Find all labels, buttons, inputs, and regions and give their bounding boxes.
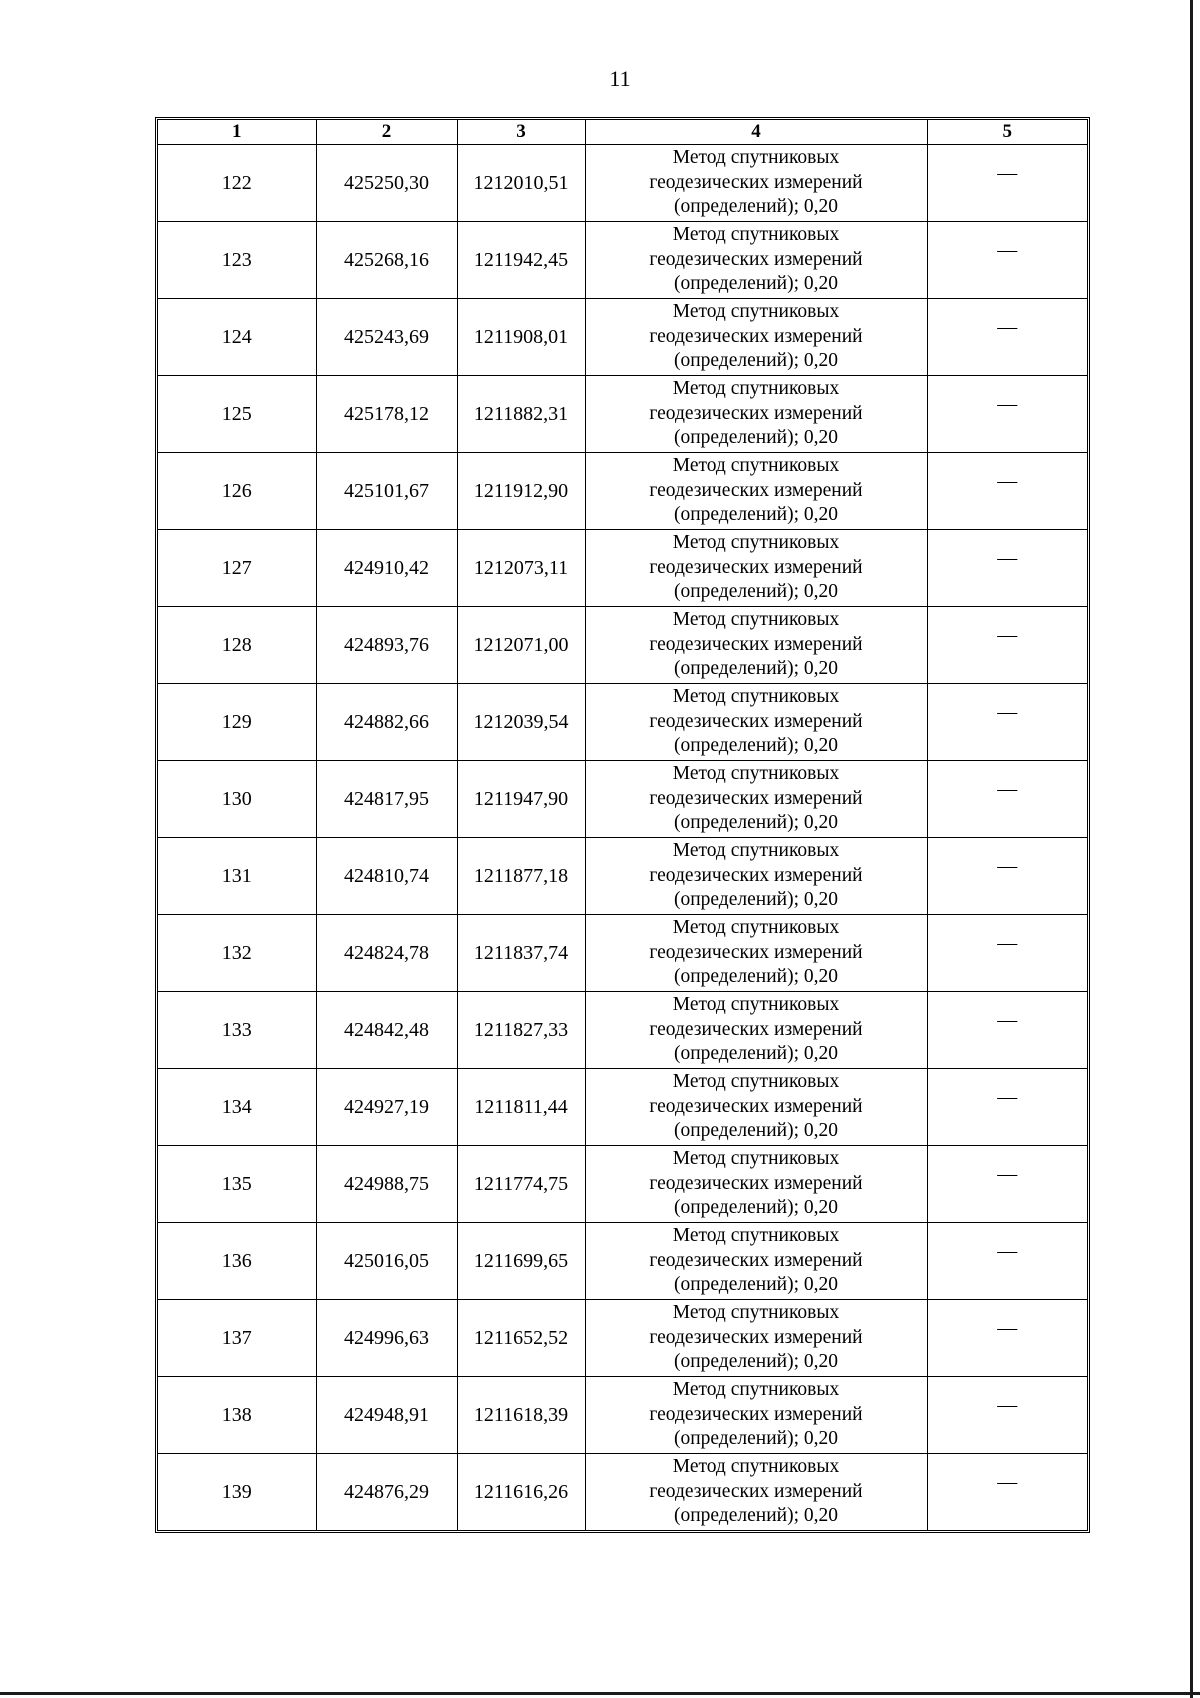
method-line: Метод спутниковых: [672, 1225, 840, 1247]
method-line: геодезических измерений: [649, 633, 863, 655]
x-coordinate-cell: 424996,63: [316, 1300, 457, 1377]
table-row: [158, 684, 1087, 761]
column-header-1: 1: [158, 120, 316, 145]
method-line: Метод спутниковых: [672, 224, 840, 246]
y-coordinate-cell: 1212071,00: [457, 607, 585, 684]
dash-mark: —: [997, 931, 1018, 954]
column-header-3: 3: [457, 120, 585, 145]
point-number-cell: 122: [158, 145, 316, 222]
table-row: [158, 453, 1087, 530]
method-line: геодезических измерений: [649, 1095, 863, 1117]
dash-mark: —: [997, 1316, 1018, 1339]
method-line: геодезических измерений: [649, 248, 863, 270]
note-cell: [927, 530, 1087, 607]
method-line: геодезических измерений: [649, 325, 863, 347]
point-number-cell: 125: [158, 376, 316, 453]
y-coordinate-cell: 1211774,75: [457, 1146, 585, 1223]
method-line: геодезических измерений: [649, 1018, 863, 1040]
y-coordinate-cell: 1211616,26: [457, 1454, 585, 1531]
page-edge-bottom: [0, 1692, 1200, 1695]
table-row: [158, 1377, 1087, 1454]
table-row: [158, 145, 1087, 222]
method-line: Метод спутниковых: [672, 1456, 840, 1478]
method-line: (определений); 0,20: [673, 350, 838, 372]
method-line: (определений); 0,20: [673, 1043, 838, 1065]
method-cell: [585, 376, 927, 453]
note-cell: [927, 992, 1087, 1069]
point-number-cell: 134: [158, 1069, 316, 1146]
method-line: (определений); 0,20: [673, 735, 838, 757]
point-number-cell: 135: [158, 1146, 316, 1223]
y-coordinate-cell: 1211877,18: [457, 838, 585, 915]
page-number: 11: [609, 66, 631, 91]
table-row: [158, 992, 1087, 1069]
x-coordinate-cell: 424948,91: [316, 1377, 457, 1454]
dash-mark: —: [997, 623, 1018, 646]
dash-mark: —: [997, 546, 1018, 569]
method-line: (определений); 0,20: [673, 1274, 838, 1296]
x-coordinate-cell: 425016,05: [316, 1223, 457, 1300]
x-coordinate-cell: 424927,19: [316, 1069, 457, 1146]
table-row: [158, 530, 1087, 607]
note-cell: [927, 1146, 1087, 1223]
dash-mark: —: [997, 1008, 1018, 1031]
method-line: Метод спутниковых: [672, 609, 840, 631]
method-line: (определений); 0,20: [673, 1351, 838, 1373]
dash-mark: —: [997, 1085, 1018, 1108]
method-line: геодезических измерений: [649, 1172, 863, 1194]
note-cell: [927, 1454, 1087, 1531]
method-line: Метод спутниковых: [672, 763, 840, 785]
note-cell: [927, 607, 1087, 684]
method-cell: [585, 453, 927, 530]
x-coordinate-cell: 424817,95: [316, 761, 457, 838]
dash-mark: —: [997, 777, 1018, 800]
note-cell: [927, 1300, 1087, 1377]
note-cell: [927, 1069, 1087, 1146]
point-number-cell: 124: [158, 299, 316, 376]
point-number-cell: 139: [158, 1454, 316, 1531]
table-row: [158, 299, 1087, 376]
table-row: [158, 838, 1087, 915]
y-coordinate-cell: 1211652,52: [457, 1300, 585, 1377]
dash-mark: —: [997, 1239, 1018, 1262]
x-coordinate-cell: 424842,48: [316, 992, 457, 1069]
point-number-cell: 130: [158, 761, 316, 838]
table-row: [158, 1146, 1087, 1223]
table-row: [158, 761, 1087, 838]
x-coordinate-cell: 424988,75: [316, 1146, 457, 1223]
table-row: [158, 1223, 1087, 1300]
coordinates-table: [158, 120, 1087, 1530]
note-cell: [927, 145, 1087, 222]
note-cell: [927, 222, 1087, 299]
y-coordinate-cell: 1211947,90: [457, 761, 585, 838]
point-number-cell: 132: [158, 915, 316, 992]
dash-mark: —: [997, 1162, 1018, 1185]
note-cell: [927, 1377, 1087, 1454]
method-line: геодезических измерений: [649, 1326, 863, 1348]
coordinates-table-frame: [155, 117, 1090, 1533]
y-coordinate-cell: 1212073,11: [457, 530, 585, 607]
method-line: Метод спутниковых: [672, 147, 840, 169]
note-cell: [927, 376, 1087, 453]
dash-mark: —: [997, 392, 1018, 415]
table-row: [158, 607, 1087, 684]
y-coordinate-cell: 1211882,31: [457, 376, 585, 453]
y-coordinate-cell: 1211912,90: [457, 453, 585, 530]
column-header-4: 4: [585, 120, 927, 145]
y-coordinate-cell: 1211811,44: [457, 1069, 585, 1146]
y-coordinate-cell: 1211699,65: [457, 1223, 585, 1300]
y-coordinate-cell: 1211942,45: [457, 222, 585, 299]
page-edge-right: [1190, 0, 1193, 1698]
method-line: Метод спутниковых: [672, 1071, 840, 1093]
x-coordinate-cell: 424910,42: [316, 530, 457, 607]
note-cell: [927, 684, 1087, 761]
method-cell: [585, 1069, 927, 1146]
method-cell: [585, 145, 927, 222]
y-coordinate-cell: 1211827,33: [457, 992, 585, 1069]
x-coordinate-cell: 425101,67: [316, 453, 457, 530]
point-number-cell: 126: [158, 453, 316, 530]
table-row: [158, 1454, 1087, 1531]
method-cell: [585, 915, 927, 992]
method-line: (определений); 0,20: [673, 1197, 838, 1219]
x-coordinate-cell: 424824,78: [316, 915, 457, 992]
method-cell: [585, 222, 927, 299]
method-cell: [585, 1146, 927, 1223]
method-line: (определений); 0,20: [673, 196, 838, 218]
method-cell: [585, 607, 927, 684]
method-line: Метод спутниковых: [672, 1148, 840, 1170]
method-line: геодезических измерений: [649, 710, 863, 732]
method-line: (определений); 0,20: [673, 1120, 838, 1142]
table-row: [158, 915, 1087, 992]
point-number-cell: 129: [158, 684, 316, 761]
table-row: [158, 222, 1087, 299]
y-coordinate-cell: 1211618,39: [457, 1377, 585, 1454]
method-line: Метод спутниковых: [672, 686, 840, 708]
method-cell: [585, 1223, 927, 1300]
note-cell: [927, 838, 1087, 915]
method-cell: [585, 838, 927, 915]
method-cell: [585, 992, 927, 1069]
dash-mark: —: [997, 854, 1018, 877]
x-coordinate-cell: 425178,12: [316, 376, 457, 453]
method-line: (определений); 0,20: [673, 581, 838, 603]
method-line: геодезических измерений: [649, 171, 863, 193]
method-line: Метод спутниковых: [672, 994, 840, 1016]
table-body: [158, 145, 1087, 1531]
method-line: геодезических измерений: [649, 787, 863, 809]
method-line: (определений); 0,20: [673, 812, 838, 834]
method-line: геодезических измерений: [649, 1480, 863, 1502]
method-cell: [585, 1300, 927, 1377]
method-line: геодезических измерений: [649, 941, 863, 963]
point-number-cell: 128: [158, 607, 316, 684]
method-cell: [585, 1377, 927, 1454]
note-cell: [927, 915, 1087, 992]
note-cell: [927, 761, 1087, 838]
table-row: [158, 376, 1087, 453]
method-line: (определений); 0,20: [673, 273, 838, 295]
method-line: Метод спутниковых: [672, 378, 840, 400]
method-line: (определений); 0,20: [673, 658, 838, 680]
method-line: (определений); 0,20: [673, 1428, 838, 1450]
dash-mark: —: [997, 315, 1018, 338]
point-number-cell: 131: [158, 838, 316, 915]
column-header-5: 5: [927, 120, 1087, 145]
method-line: Метод спутниковых: [672, 917, 840, 939]
method-line: геодезических измерений: [649, 1249, 863, 1271]
method-line: геодезических измерений: [649, 556, 863, 578]
note-cell: [927, 1223, 1087, 1300]
point-number-cell: 133: [158, 992, 316, 1069]
y-coordinate-cell: 1211908,01: [457, 299, 585, 376]
method-line: Метод спутниковых: [672, 301, 840, 323]
method-cell: [585, 299, 927, 376]
point-number-cell: 127: [158, 530, 316, 607]
method-line: геодезических измерений: [649, 1403, 863, 1425]
dash-mark: —: [997, 238, 1018, 261]
dash-mark: —: [997, 1470, 1018, 1493]
method-line: Метод спутниковых: [672, 455, 840, 477]
note-cell: [927, 299, 1087, 376]
method-line: (определений); 0,20: [673, 966, 838, 988]
method-line: Метод спутниковых: [672, 1302, 840, 1324]
method-cell: [585, 1454, 927, 1531]
method-line: геодезических измерений: [649, 864, 863, 886]
x-coordinate-cell: 425250,30: [316, 145, 457, 222]
y-coordinate-cell: 1212039,54: [457, 684, 585, 761]
method-line: (определений); 0,20: [673, 427, 838, 449]
x-coordinate-cell: 425268,16: [316, 222, 457, 299]
method-line: геодезических измерений: [649, 479, 863, 501]
x-coordinate-cell: 424876,29: [316, 1454, 457, 1531]
method-line: геодезических измерений: [649, 402, 863, 424]
dash-mark: —: [997, 1393, 1018, 1416]
table-row: [158, 1300, 1087, 1377]
column-header-2: 2: [316, 120, 457, 145]
dash-mark: —: [997, 161, 1018, 184]
method-cell: [585, 684, 927, 761]
y-coordinate-cell: 1212010,51: [457, 145, 585, 222]
point-number-cell: 138: [158, 1377, 316, 1454]
dash-mark: —: [997, 700, 1018, 723]
point-number-cell: 123: [158, 222, 316, 299]
method-line: (определений); 0,20: [673, 504, 838, 526]
y-coordinate-cell: 1211837,74: [457, 915, 585, 992]
method-line: (определений); 0,20: [673, 1505, 838, 1527]
point-number-cell: 137: [158, 1300, 316, 1377]
method-line: Метод спутниковых: [672, 1379, 840, 1401]
dash-mark: —: [997, 469, 1018, 492]
note-cell: [927, 453, 1087, 530]
x-coordinate-cell: 425243,69: [316, 299, 457, 376]
method-cell: [585, 761, 927, 838]
method-line: Метод спутниковых: [672, 840, 840, 862]
x-coordinate-cell: 424810,74: [316, 838, 457, 915]
table-header-row: [158, 120, 1087, 145]
method-line: (определений); 0,20: [673, 889, 838, 911]
x-coordinate-cell: 424882,66: [316, 684, 457, 761]
point-number-cell: 136: [158, 1223, 316, 1300]
method-cell: [585, 530, 927, 607]
x-coordinate-cell: 424893,76: [316, 607, 457, 684]
table-row: [158, 1069, 1087, 1146]
method-line: Метод спутниковых: [672, 532, 840, 554]
